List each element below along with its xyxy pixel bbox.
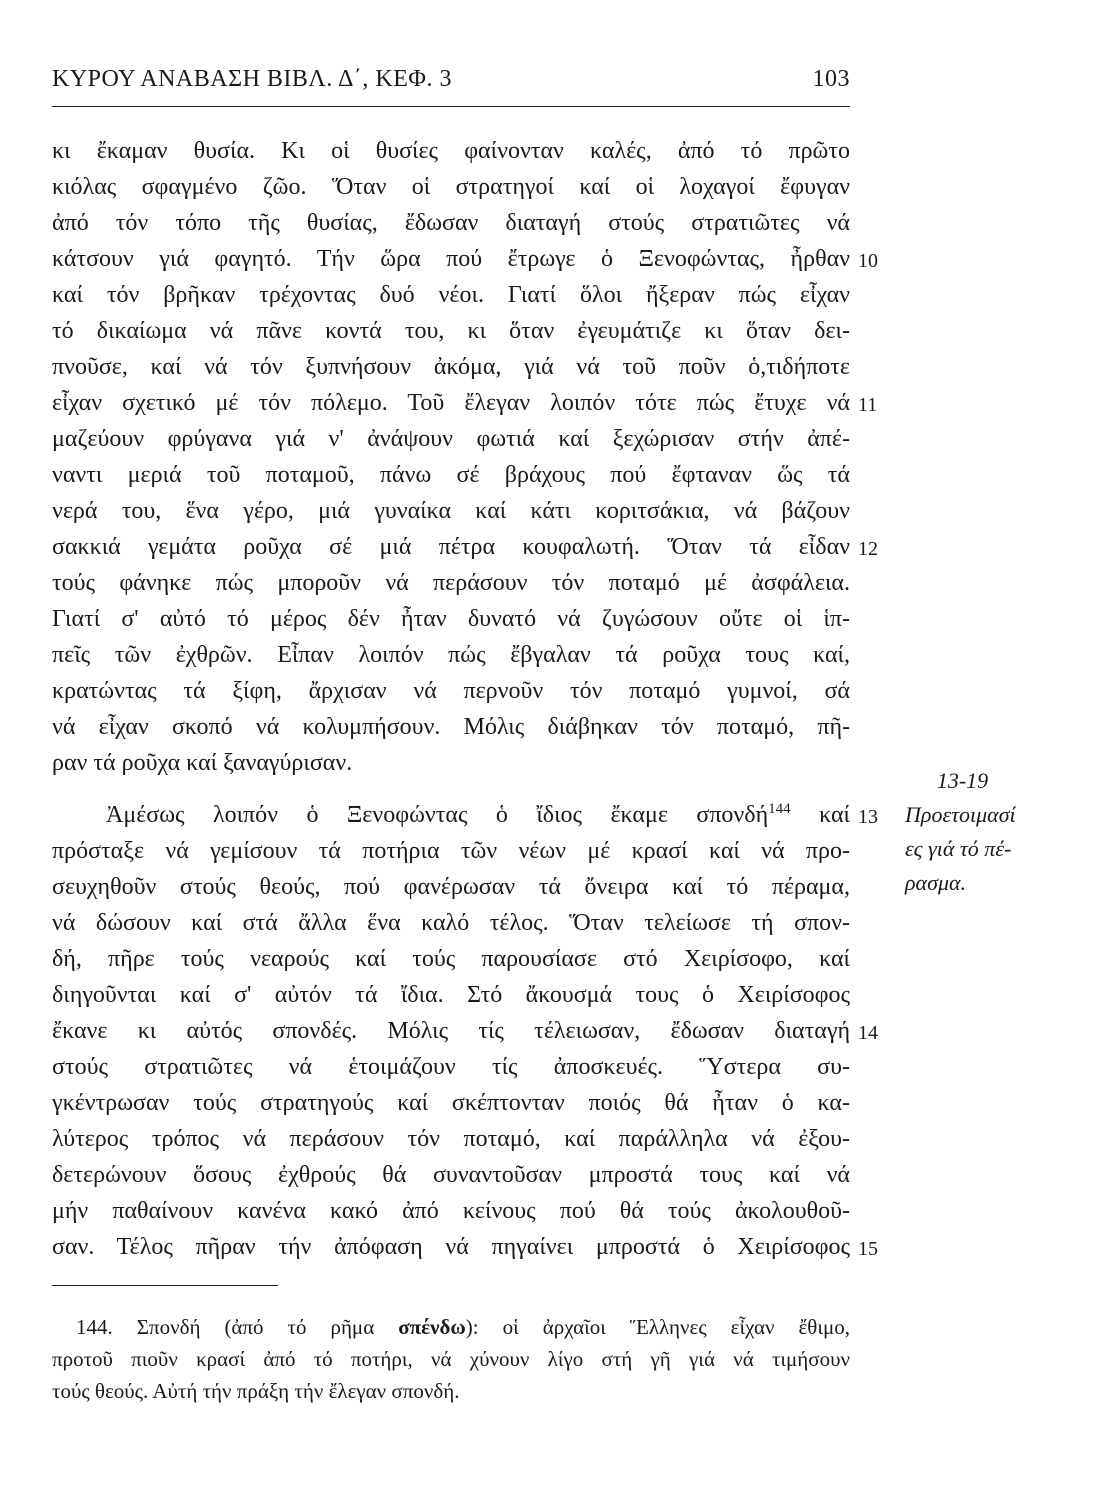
body-line: σακκιά γεμάτα ροῦχα σέ μιά πέτρα κουφαλωτή. Ὅταν τά εἶδαν (52, 534, 850, 560)
body-line: μήν παθαίνουν κανένα κακό ἀπό κείνους πού θά τούς ἀκολουθοῦ- (52, 1198, 850, 1224)
body-line: καί τόν βρῆκαν τρέχοντας δυό νέοι. Γιατί ὅλοι ἤξεραν πώς εἶχαν (52, 282, 850, 308)
running-header (52, 66, 850, 100)
margin-note (905, 764, 1075, 900)
section-number: 15 (858, 1238, 878, 1260)
body-line: γκέντρωσαν τούς στρατηγούς καί σκέπτονταν ποιός θά ἦταν ὁ κα- (52, 1090, 850, 1116)
body-line: τούς φάνηκε πώς μποροῦν νά περάσουν τόν ποταμό μέ ἀσφάλεια. (52, 570, 850, 596)
body-line: τό δικαίωμα νά πᾶνε κοντά του, κι ὅταν ἐγευμάτιζε κι ὅταν δει- (52, 318, 850, 344)
body-line: σαν. Τέλος πῆραν τήν ἀπόφαση νά πηγαίνει μπροστά ὁ Χειρίσοφος (52, 1234, 850, 1260)
footnote-bold-term: σπένδω (398, 1315, 466, 1339)
section-number: 10 (858, 250, 878, 272)
margin-note-line: ρασμα. (905, 870, 967, 895)
text-run: 144. Σπονδή (ἀπό τό ρῆμα (76, 1315, 399, 1339)
section-number: 14 (858, 1022, 878, 1044)
body-line: στούς στρατιῶτες νά ἑτοιμάζουν τίς ἀποσκευές. Ὕστερα συ- (52, 1054, 850, 1080)
section-number: 12 (858, 538, 878, 560)
body-line: ραν τά ροῦχα καί ξαναγύρισαν. (52, 750, 353, 776)
body-line: κιόλας σφαγμένο ζῶο. Ὅταν οἱ στρατηγοί καί οἱ λοχαγοί ἔφυγαν (52, 174, 850, 200)
body-line: κρατώντας τά ξίφη, ἄρχισαν νά περνοῦν τόν ποταμό γυμνοί, σά (52, 678, 850, 704)
footnote-line-first (76, 1311, 850, 1343)
body-line: νερά του, ἕνα γέρο, μιά γυναίκα καί κάτι κοριτσάκια, νά βάζουν (52, 498, 850, 524)
body-line: σευχηθοῦν στούς θεούς, πού φανέρωσαν τά ὄνειρα καί τό πέραμα, (52, 874, 850, 900)
footnote-line: τούς θεούς. Αὐτή τήν πράξη τήν ἔλεγαν σπονδή. (52, 1379, 460, 1403)
footnote-reference[interactable]: 144 (768, 801, 791, 817)
body-line-first (106, 797, 850, 833)
footnote-rule (52, 1285, 278, 1286)
footnote-line: προτοῦ πιοῦν κρασί ἀπό τό ποτήρι, νά χύνουν λίγο στή γῆ γιά νά τιμήσουν (52, 1347, 850, 1371)
margin-note-line: Προετοιμασί (905, 802, 1016, 827)
text-run: καί (790, 802, 850, 828)
section-number: 13 (858, 806, 878, 828)
body-line: μαζεύουν φρύγανα γιά ν' ἀνάψουν φωτιά καί ξεχώρισαν στήν ἀπέ- (52, 426, 850, 452)
header-rule (52, 106, 850, 107)
margin-note-range: 13-19 (936, 768, 989, 793)
section-number: 11 (858, 394, 878, 416)
body-line: δετερώνουν ὅσους ἐχθρούς θά συναντοῦσαν μπροστά τους καί νά (52, 1162, 850, 1188)
body-line: πρόσταξε νά γεμίσουν τά ποτήρια τῶν νέων μέ κρασί καί νά προ- (52, 838, 850, 864)
body-line: πνοῦσε, καί νά τόν ξυπνήσουν ἀκόμα, γιά νά τοῦ ποῦν ὁ,τιδήποτε (52, 354, 850, 380)
body-line: λύτερος τρόπος νά περάσουν τόν ποταμό, καί παράλληλα νά ἐξου- (52, 1126, 850, 1152)
body-line: ἔκανε κι αὐτός σπονδές. Μόλις τίς τέλειωσαν, ἔδωσαν διαταγή (52, 1018, 850, 1044)
running-title: ΚΥΡΟΥ ΑΝΑΒΑΣΗ ΒΙΒΛ. Δ΄, ΚΕΦ. 3 (52, 66, 452, 92)
body-line: διηγοῦνται καί σ' αὐτόν τά ἴδια. Στό ἄκουσμά τους ὁ Χειρίσοφος (52, 982, 850, 1008)
body-line: Γιατί σ' αὐτό τό μέρος δέν ἦταν δυνατό νά ζυγώσουν οὔτε οἱ ἱπ- (52, 606, 850, 632)
margin-note-line: ες γιά τό πέ- (905, 836, 1012, 861)
body-line: νά δώσουν καί στά ἄλλα ἕνα καλό τέλος. Ὅταν τελείωσε τή σπον- (52, 910, 850, 936)
body-line: δή, πῆρε τούς νεαρούς καί τούς παρουσίασε στό Χειρίσοφο, καί (52, 946, 850, 972)
body-line: πεῖς τῶν ἐχθρῶν. Εἶπαν λοιπόν πώς ἔβγαλαν τά ροῦχα τους καί, (52, 642, 850, 668)
body-line: ἀπό τόν τόπο τῆς θυσίας, ἔδωσαν διαταγή στούς στρατιῶτες νά (52, 210, 850, 236)
body-line: νά εἶχαν σκοπό νά κολυμπήσουν. Μόλις διάβηκαν τόν ποταμό, πῆ- (52, 714, 850, 740)
body-line: ναντι μεριά τοῦ ποταμοῦ, πάνω σέ βράχους πού ἔφταναν ὥς τά (52, 462, 850, 488)
text-run: Ἀμέσως λοιπόν ὁ Ξενοφώντας ὁ ἴδιος ἔκαμε σπονδή (106, 802, 769, 828)
body-line: κάτσουν γιά φαγητό. Τήν ὥρα πού ἔτρωγε ὁ Ξενοφώντας, ἦρθαν (52, 246, 850, 272)
page-number: 103 (812, 66, 850, 92)
body-line: εἶχαν σχετικό μέ τόν πόλεμο. Τοῦ ἔλεγαν λοιπόν τότε πώς ἔτυχε νά (52, 390, 850, 416)
body-line: κι ἔκαμαν θυσία. Κι οἱ θυσίες φαίνονταν καλές, ἀπό τό πρῶτο (52, 138, 850, 164)
text-run: ): οἱ ἀρχαῖοι Ἕλληνες εἶχαν ἔθιμο, (465, 1315, 850, 1339)
